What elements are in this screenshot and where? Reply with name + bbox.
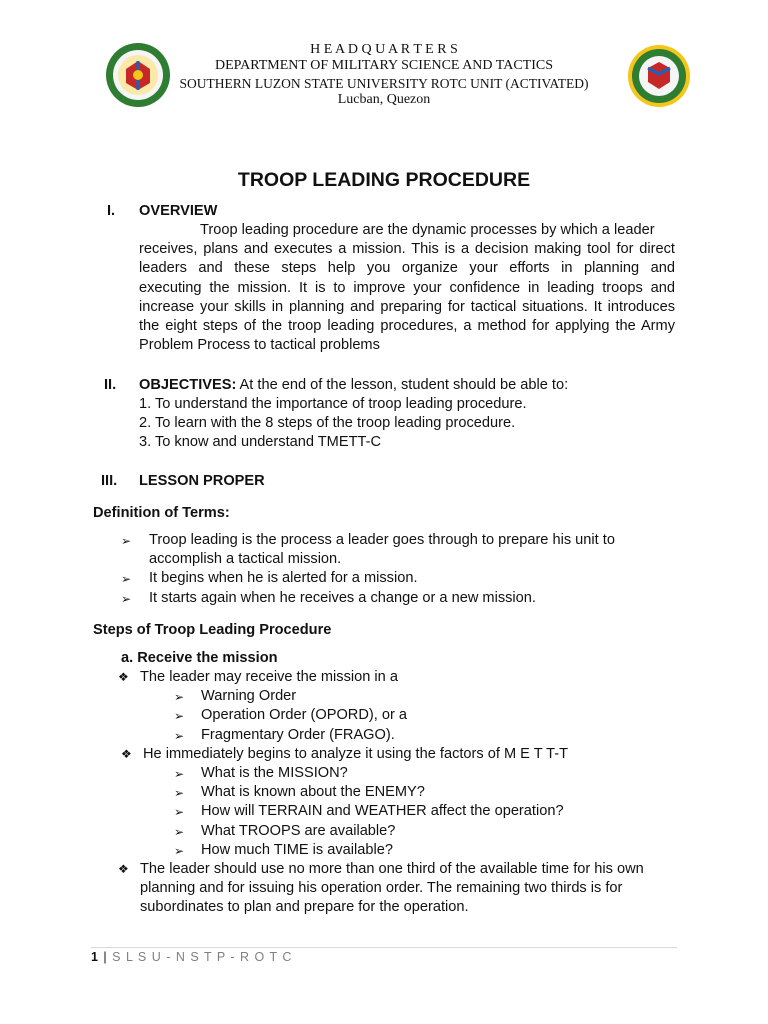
list-item: What is the MISSION?: [201, 764, 348, 781]
paragraph-line: executing the mission. It is to improve your confidence in leading troops and: [139, 279, 675, 296]
list-item: What is known about the ENEMY?: [201, 784, 425, 801]
footer-divider: [91, 947, 677, 948]
subheading: Steps of Troop Leading Procedure: [93, 622, 332, 638]
list-item: He immediately begins to analyze it using the factors of M E T T-T: [143, 745, 569, 762]
list-item: How will TERRAIN and WEATHER affect the operation?: [201, 803, 564, 820]
list-item: 1. To understand the importance of troop leading procedure.: [139, 396, 527, 412]
arrow-bullet-icon: ➢: [121, 572, 132, 587]
header-location: Lucban, Quezon: [337, 92, 431, 107]
section-heading: OVERVIEW: [139, 203, 218, 219]
section-number: III.: [101, 473, 118, 489]
paragraph-line: receives, plans and executes a mission. This is a decision making tool for direct: [139, 241, 675, 258]
footer-separator: |: [98, 950, 113, 964]
header-unit: SOUTHERN LUZON STATE UNIVERSITY ROTC UNIT (ACTIVATED): [179, 76, 589, 91]
list-item: Fragmentary Order (FRAGO).: [201, 726, 395, 743]
header-department: DEPARTMENT OF MILITARY SCIENCE AND TACTICS: [214, 58, 553, 73]
step-heading: a. Receive the mission: [121, 650, 278, 666]
page-number: 1: [91, 950, 99, 964]
diamond-bullet-icon: ❖: [118, 670, 129, 684]
arrow-bullet-icon: ➢: [174, 843, 185, 858]
list-item: It begins when he is alerted for a mission.: [149, 570, 418, 587]
paragraph-line: Problem Process to tactical problems: [139, 337, 380, 354]
list-item-continuation: subordinates to plan and prepare for the operation.: [140, 899, 469, 916]
arrow-bullet-icon: ➢: [121, 534, 132, 548]
list-item: The leader should use no more than one third of the available time for his own: [140, 860, 644, 877]
footer-text: S L S U - N S T P - R O T C: [112, 950, 293, 964]
arrow-bullet-icon: ➢: [121, 591, 132, 606]
diamond-bullet-icon: ❖: [121, 746, 132, 761]
overview-paragraph: [139, 221, 675, 355]
arrow-bullet-icon: ➢: [174, 766, 185, 781]
arrow-bullet-icon: ➢: [174, 690, 185, 705]
footer: [91, 950, 292, 964]
section-number: II.: [104, 377, 117, 393]
section-heading: LESSON PROPER: [139, 473, 265, 489]
objectives-intro: [139, 376, 568, 395]
arrow-bullet-icon: ➢: [174, 786, 185, 801]
paragraph-line: the eight steps of the troop leading procedures, a method for applying the Army: [139, 318, 675, 335]
list-item: It starts again when he receives a change or a new mission.: [149, 589, 536, 606]
objectives-intro-text: At the end of the lesson, student should be able to:: [236, 377, 569, 393]
section-number: I.: [107, 203, 116, 219]
paragraph-line: increase your skills in planning and preparing for tactical situations. It introduces: [139, 298, 675, 315]
list-item-continuation: accomplish a tactical mission.: [149, 551, 342, 568]
list-item: The leader may receive the mission in a: [140, 669, 398, 685]
list-item: What TROOPS are available?: [201, 822, 396, 839]
arrow-bullet-icon: ➢: [174, 728, 185, 743]
list-item: 2. To learn with the 8 steps of the troop leading procedure.: [139, 415, 516, 432]
page-title: TROOP LEADING PROCEDURE: [237, 169, 531, 191]
diamond-bullet-icon: ❖: [118, 861, 129, 876]
objectives-list: [139, 395, 527, 453]
paragraph-line: leaders and these steps help you organize your efforts in planning and: [139, 260, 675, 277]
subheading: Definition of Terms:: [93, 505, 230, 521]
list-item: Operation Order (OPORD), or a: [201, 707, 407, 724]
arrow-bullet-icon: ➢: [174, 805, 185, 820]
list-item-continuation: planning and for issuing his operation order. The remaining two thirds is for: [140, 880, 623, 897]
steps-content: [118, 668, 698, 917]
header-hq: H E A D Q U A R T E R S: [310, 42, 458, 57]
arrow-bullet-icon: ➢: [174, 709, 185, 724]
section-heading: OBJECTIVES:: [139, 377, 237, 393]
arrow-bullet-icon: ➢: [174, 824, 185, 839]
list-item: Warning Order: [201, 688, 297, 705]
list-item: 3. To know and understand TMETT-C: [139, 434, 381, 451]
list-item: Troop leading is the process a leader goes through to prepare his unit to: [149, 532, 615, 548]
definitions-list: [121, 531, 681, 608]
paragraph-line: Troop leading procedure are the dynamic processes by which a leader: [200, 222, 655, 238]
list-item: How much TIME is available?: [201, 841, 393, 858]
